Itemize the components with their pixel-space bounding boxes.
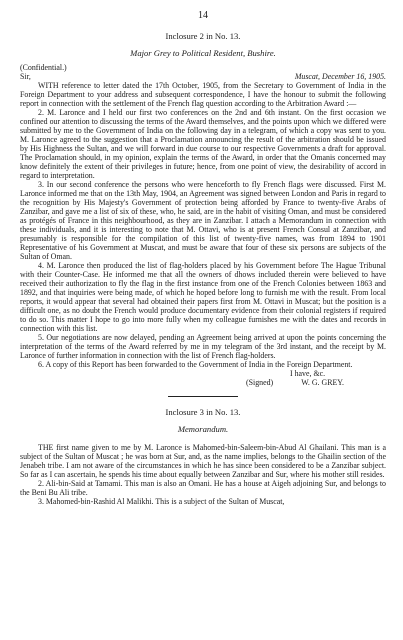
memorandum-title: Memorandum. (177, 424, 229, 434)
paragraph: 5. Our negotiations are now delayed, pending an Agreement being arrived at upon the points concerning the interpretation of the terms of the Award referred by me in my telegram of the 3rd instant, and the receipt by M. Laronce of further information in connection with the list of French flag-holders. (20, 333, 386, 360)
paragraph: 2. Ali-bin-Said at Tamami. This man is also an Omani. He has a house at Aigeh adjoining Sur, and belongs to the Beni Bu Ali tribe. (20, 479, 386, 497)
paragraph: 2. M. Laronce and I held our first two conferences on the 2nd and 6th instant. On the first occasion we confined our attention to discussing the terms of the Award themselves, and the points upon which we differed were submitted by me to the Government of India on the following day in a telegram, of which a copy was sent to you. M. Laronce agreed to the suggestion that a Proclamation announcing the result of the arbitration should be issued by His Highness the Sultan, and we will forward in due course to our respective Governments a draft for approval. The Proclamation should, in my opinion, explain the terms of the Award, in order that the Omanis concerned may know definitely the extent of their privileges in future; hence, from one point of view, the desirability of accord in regard to interpretation. (20, 108, 386, 180)
enclosure-heading: Inclosure 3 in No. 13. (165, 407, 241, 417)
paragraph: 6. A copy of this Report has been forwarded to the Government of India in the Foreign Department. (38, 360, 353, 369)
classification: (Confidential.) (20, 63, 67, 72)
paragraph: THE first name given to me by M. Laronce is Mahomed-bin-Saleem-bin-Abud Al Ghailani. This man is a subject of the Sultan of Muscat ; he was born at Sur, and, as the name implies, belongs to the Ghailin section of the Jenabeh tribe. I am not aware of the circumstances in which he has since been considered to be a Zanzibar subject. So far as I can ascertain, he spends his time about equally between Zanzibar and Sur, where his mother still resides. (20, 443, 386, 479)
section-divider (168, 396, 238, 397)
paragraph: 3. In our second conference the persons who were henceforth to fly French flags were discussed. First M. Laronce informed me that on the 13th May, 1904, an Agreement was signed between London and Paris in regard to the recognition by His Majesty's Government of protection being afforded by France to twenty-five Arabs of Zanzibar, and gave me a list of six of these, who, he said, are in the habit of visiting Oman, and must be considered as protégés of France in this neighbourhood, as they are in Zanzibar. I attach a Memorandum in connection with these individuals, and it is interesting to note that M. Ottavi, who is at present French Consul at Zanzibar, and presumably is responsible for the compilation of this list of twenty-five names, was from 1894 to 1901 Representative of his Government at Muscat, and must be aware that four of these six persons are subjects of the Sultan of Oman. (20, 180, 386, 261)
page-number: 14 (198, 10, 208, 21)
enclosure-heading: Inclosure 2 in No. 13. (165, 31, 241, 41)
signed-label: (Signed) (246, 378, 274, 387)
place-date-prefix: Muscat, (294, 72, 321, 81)
document-page (20, 10, 386, 506)
salutation-row (20, 72, 386, 81)
paragraph: 3. Mahomed-bin-Rashid Al Malikhi. This is a subject of the Sultan of Muscat, (38, 497, 285, 506)
paragraph: 4. M. Laronce then produced the list of flag-holders placed by his Government before The Hague Tribunal with their Counter-Case. He informed me that all the owners of dhows included therein were believed to have received their authorization to fly the flag in the first instance from one of the French Colonies between 1863 and 1892, and that inquiries were being made, of which he hoped before long to furnish me with the result. From local reports, it would appear that several had obtained their papers first from M. Ottavi in Muscat; but the position is a difficult one, as no doubt the French would produce documentary evidence from their colonial registers if required to do so. This matter I hope to go into more fully when my colleague furnishes me with the dates and records in connection with this list. (20, 261, 386, 333)
paragraph: WITH reference to letter dated the 17th October, 1905, from the Secretary to Government of India in the Foreign Department to your address and subsequent correspondence, I have the honour to submit the following report in connection with the settlement of the French flag question according to the Arbitration Award :— (20, 81, 386, 108)
closing: I have, &c. (290, 369, 326, 378)
salutation: Sir, (20, 72, 31, 81)
place-date (295, 72, 386, 81)
enclosure-3 (20, 407, 386, 506)
signature: W. G. GREY. (301, 378, 344, 387)
enclosure-2 (20, 31, 386, 387)
signed-row (20, 378, 386, 387)
signature-block (20, 369, 386, 387)
place-date-text: December 16, 1905. (322, 72, 386, 81)
letter-subheading: Major Grey to Political Resident, Bushire. (130, 48, 276, 58)
